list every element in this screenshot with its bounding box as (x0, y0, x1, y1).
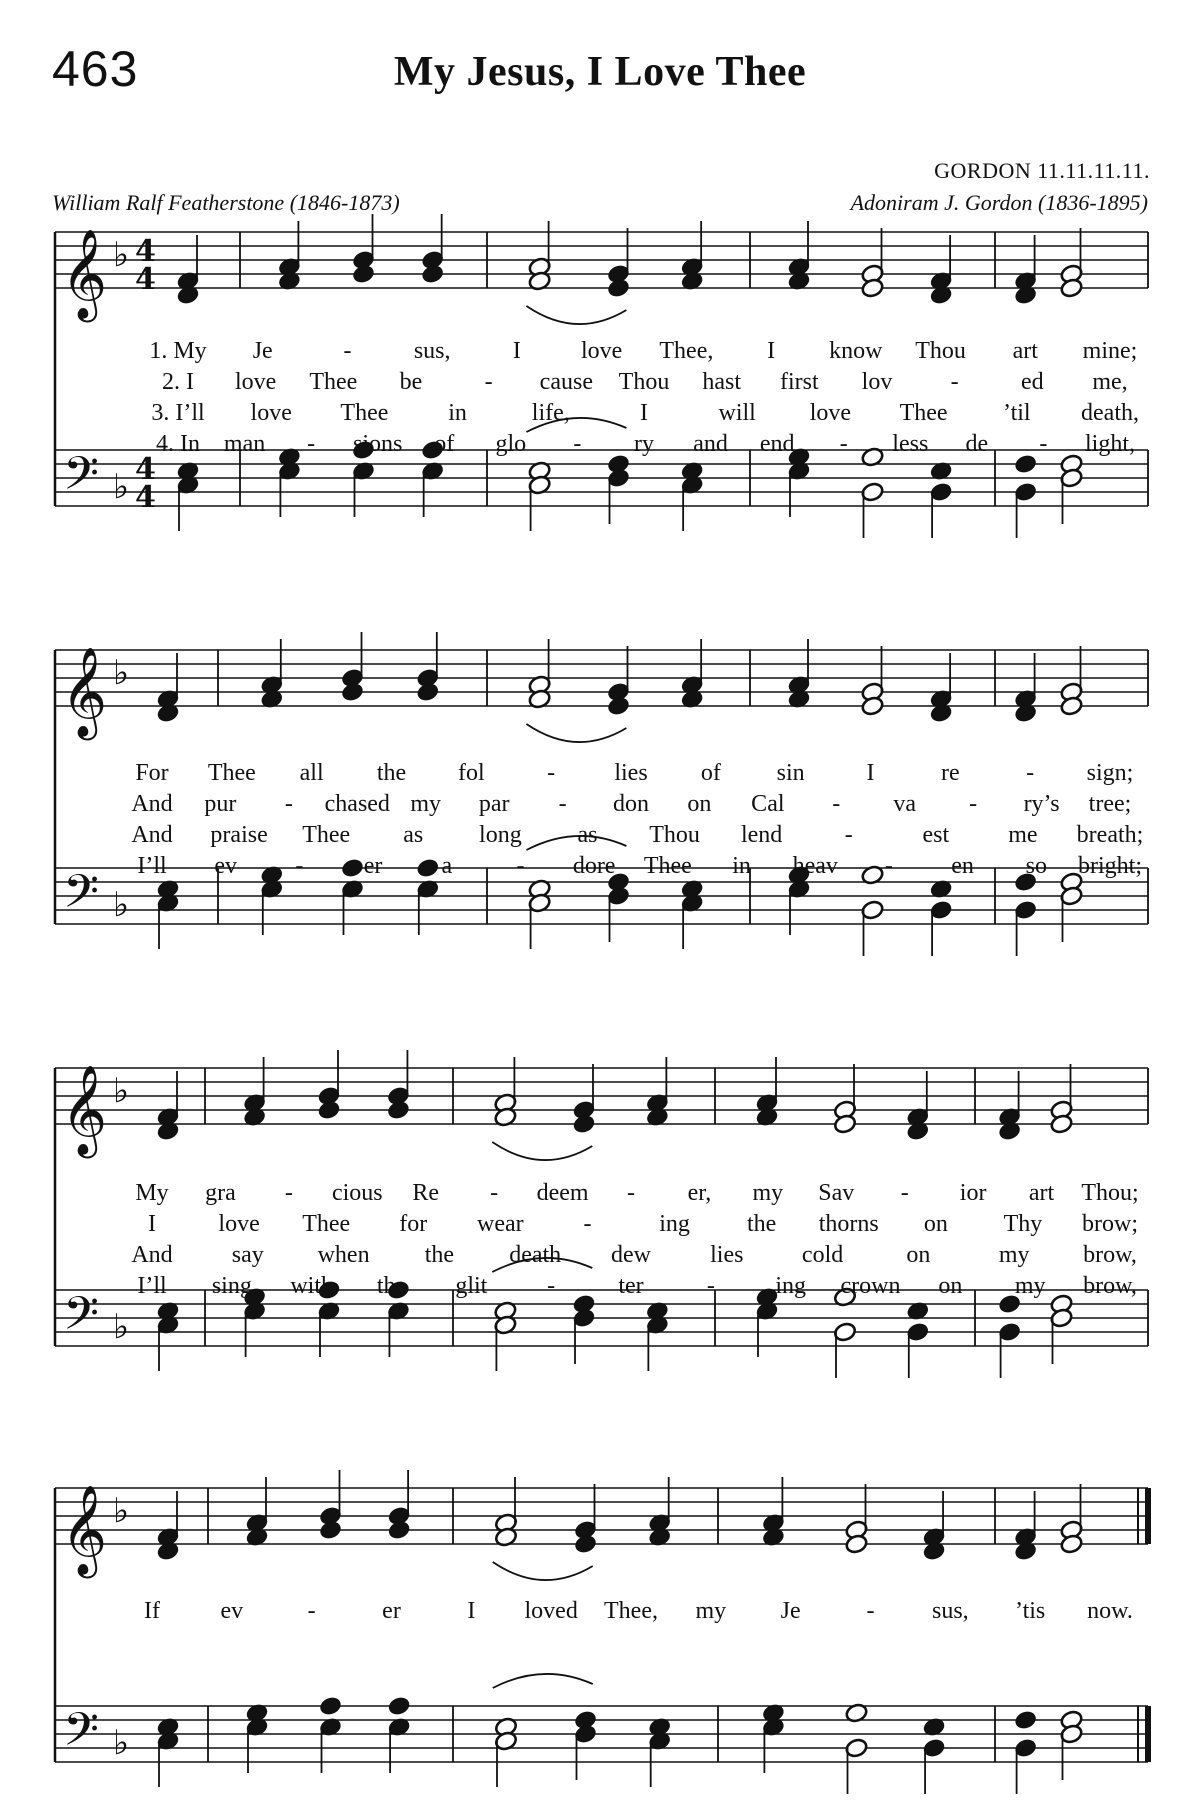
lyric-syllable: - (284, 791, 293, 817)
lyric-syllable: a (441, 853, 453, 879)
lyric-syllable: - (516, 853, 525, 879)
lyric-syllable: - (969, 791, 978, 817)
lyric-syllable: me, (1092, 369, 1128, 395)
lyric-syllable: ry (634, 431, 654, 457)
lyric-syllable: love (218, 1211, 260, 1237)
lyric-syllable: er (363, 853, 383, 879)
lyric-syllable: ing (659, 1211, 690, 1237)
lyric-syllable: long (479, 822, 522, 848)
lyric-syllable: as (577, 822, 598, 848)
lyric-syllable: bright; (1078, 853, 1142, 879)
lyric-syllable: re (941, 760, 960, 786)
lyric-syllable: in (448, 400, 467, 426)
note-head (387, 1519, 411, 1540)
music-credit: Adoniram J. Gordon (1836-1895) (850, 190, 1148, 215)
slur (492, 1142, 592, 1160)
lyric-syllable: the (424, 1242, 455, 1268)
lyric-syllable: me (1008, 822, 1038, 848)
lyric-syllable: - (1026, 760, 1035, 786)
slur (526, 306, 626, 324)
note-head (340, 681, 364, 702)
lyric-syllable: ior (959, 1180, 987, 1206)
lyric-syllable: 1. My (149, 338, 207, 364)
lyric-syllable: Thee (207, 760, 256, 786)
lyric-syllable: cause (539, 369, 593, 395)
lyric-syllable: va (893, 791, 917, 817)
lyric-syllable: cious (331, 1180, 383, 1206)
lyric-syllable: chased (324, 791, 390, 817)
flat-icon: ♭ (113, 235, 130, 275)
lyric-syllable: Thy (1003, 1211, 1043, 1237)
lyric-syllable: I (512, 338, 521, 364)
time-signature: 4 (135, 480, 156, 515)
lyric-syllable: 2. I (162, 369, 194, 395)
lyric-syllable: - (1039, 431, 1048, 457)
lyric-syllable: and (693, 431, 728, 457)
lyric-syllable: 4. In (156, 431, 200, 457)
note-head (1014, 453, 1038, 474)
lyric-syllable: Thee (302, 1211, 351, 1237)
lyric-syllable: Je (252, 338, 273, 364)
lyric-syllable: - (573, 431, 582, 457)
lyric-syllable: - (900, 1180, 909, 1206)
lyric-syllable: - (583, 1211, 592, 1237)
lyric-syllable: glo (495, 431, 527, 457)
lyric-syllable: Sav (818, 1180, 855, 1206)
lyric-syllable: love (809, 400, 852, 426)
lyric-syllable: ev (214, 853, 238, 879)
lyric-syllable: wear (477, 1211, 524, 1237)
lyric-syllable: par (478, 791, 510, 817)
note-head (573, 1533, 597, 1554)
lyric-syllable: less (892, 431, 929, 457)
lyric-syllable: I (467, 1598, 476, 1624)
lyric-syllable: est (922, 822, 950, 848)
lyric-syllable: my (695, 1598, 727, 1624)
note-head (421, 263, 445, 284)
time-signature: 4 (135, 262, 156, 297)
lyric-syllable: Re (412, 1180, 440, 1206)
lyric-syllable: light, (1084, 431, 1136, 457)
lyric-syllable: er, (687, 1180, 712, 1206)
lyric-syllable: Thee (340, 400, 389, 426)
lyric-syllable: - (884, 853, 893, 879)
lyric-syllable: - (627, 1180, 635, 1206)
words-credit: William Ralf Featherstone (1846-1873) (52, 190, 400, 215)
lyric-syllable: I’ll (137, 853, 167, 879)
lyric-syllable: lies (614, 760, 648, 786)
slur (493, 1674, 593, 1688)
lyric-syllable: lov (861, 369, 893, 395)
lyric-syllable: gra (205, 1180, 236, 1206)
lyric-syllable: don (613, 791, 649, 817)
lyric-syllable: sus, (413, 338, 451, 364)
lyric-syllable: brow, (1083, 1242, 1137, 1268)
lyric-syllable: For (135, 760, 169, 786)
time-signature: 4 (135, 234, 156, 269)
lyric-syllable: hast (702, 369, 741, 395)
flat-icon: ♭ (113, 653, 130, 693)
lyric-syllable: my (410, 791, 442, 817)
lyric-syllable: - (343, 338, 352, 364)
lyric-syllable: sign; (1086, 760, 1134, 786)
lyric-syllable: And (131, 791, 173, 817)
lyric-syllable: in (732, 853, 751, 879)
note-head (606, 277, 630, 298)
lyric-syllable: ry’s (1023, 791, 1060, 817)
lyric-syllable: so (1025, 853, 1047, 879)
treble-clef-icon: 𝄞 (61, 1485, 108, 1575)
lyric-syllable: for (399, 1211, 428, 1237)
lyric-syllable: Thou (649, 822, 700, 848)
lyric-syllable: - (490, 1180, 499, 1206)
lyric-syllable: on (687, 791, 712, 817)
lyric-syllable: Thee (302, 822, 351, 848)
note-head (606, 695, 630, 716)
lyric-syllable: - (284, 1180, 293, 1206)
lyric-syllable: And (131, 822, 173, 848)
flat-icon: ♭ (113, 1723, 130, 1763)
lyric-syllable: all (299, 760, 324, 786)
lyric-syllable: man (223, 431, 266, 457)
lyric-syllable: of (434, 431, 455, 457)
note-head (386, 1099, 410, 1120)
lyric-syllable: en (951, 853, 974, 879)
lyric-syllable: heav (792, 853, 838, 879)
bass-clef-icon: 𝄢 (63, 447, 100, 512)
note-head (318, 1695, 342, 1716)
lyric-syllable: - (706, 1273, 715, 1299)
lyric-syllable: er (382, 1598, 401, 1624)
lyric-syllable: dew (611, 1242, 651, 1268)
slur (526, 724, 626, 742)
lyric-syllable: art (1028, 1180, 1055, 1206)
lyric-syllable: love (580, 338, 623, 364)
bass-clef-icon: 𝄢 (63, 865, 100, 930)
lyric-syllable: I (640, 400, 648, 426)
bass-clef-icon: 𝄢 (63, 1703, 100, 1768)
lyric-syllable: deem (536, 1180, 589, 1206)
flat-icon: ♭ (113, 1491, 130, 1531)
lyric-syllable: loved (524, 1598, 578, 1624)
lyric-syllable: fol (457, 760, 485, 786)
lyric-syllable: - (866, 1598, 875, 1624)
lyric-syllable: de (965, 431, 989, 457)
time-signature: 4 (135, 452, 156, 487)
lyric-syllable: my (752, 1180, 784, 1206)
lyric-syllable: be (399, 369, 423, 395)
lyric-syllable: end (759, 431, 795, 457)
lyric-syllable: ing (775, 1273, 806, 1299)
lyric-syllable: breath; (1076, 822, 1144, 848)
lyric-syllable: Thee (309, 369, 358, 395)
lyric-syllable: 3. I’ll (151, 400, 205, 426)
lyric-syllable: ed (1021, 369, 1044, 395)
tune-name: GORDON 11.11.11.11. (934, 158, 1150, 183)
lyric-syllable: crown (840, 1273, 901, 1299)
bass-clef-icon: 𝄢 (63, 1287, 100, 1352)
lyric-syllable: Je (780, 1598, 801, 1624)
note-head (317, 1099, 341, 1120)
lyric-syllable: Cal (751, 791, 785, 817)
lyric-syllable: - (307, 1598, 316, 1624)
lyric-syllable: sions (353, 431, 403, 457)
lyric-syllable: tree; (1088, 791, 1132, 817)
lyric-syllable: know (829, 338, 883, 364)
lyric-syllable: Thee, (659, 338, 714, 364)
lyric-syllable: on (906, 1242, 931, 1268)
lyric-syllable: And (131, 1242, 173, 1268)
note-head (387, 1695, 411, 1716)
lyric-syllable: - (547, 760, 556, 786)
lyric-syllable: - (547, 1273, 556, 1299)
lyric-syllable: sing (211, 1273, 252, 1299)
treble-clef-icon: 𝄞 (61, 229, 108, 319)
lyric-syllable: love (250, 400, 292, 426)
note-head (416, 681, 440, 702)
lyric-syllable: sin (776, 760, 805, 786)
lyric-syllable: now. (1087, 1598, 1133, 1624)
lyric-syllable: death (509, 1242, 562, 1268)
treble-clef-icon: 𝄞 (61, 647, 108, 737)
lyric-syllable: - (484, 369, 493, 395)
lyric-syllable: lend (740, 822, 783, 848)
note-head (572, 1113, 596, 1134)
hymn-number: 463 (52, 41, 139, 97)
lyric-syllable: I (148, 1211, 156, 1237)
lyric-syllable: - (832, 791, 841, 817)
lyric-syllable: the (376, 760, 407, 786)
lyric-syllable: as (403, 822, 424, 848)
lyric-syllable: Thou; (1081, 1180, 1139, 1206)
lyric-syllable: brow, (1083, 1273, 1137, 1299)
lyric-syllable: say (231, 1242, 264, 1268)
lyric-syllable: Thee (899, 400, 948, 426)
lyric-syllable: of (700, 760, 721, 786)
note-head (1014, 1709, 1038, 1730)
flat-icon: ♭ (113, 1071, 130, 1111)
flat-icon: ♭ (113, 885, 130, 925)
lyric-syllable: mine; (1082, 338, 1138, 364)
lyric-syllable: brow; (1082, 1211, 1138, 1237)
lyric-syllable: - (839, 431, 848, 457)
lyric-syllable: - (558, 791, 567, 817)
lyric-syllable: ’til (1003, 400, 1031, 426)
lyric-syllable: will (718, 400, 756, 426)
lyric-syllable: Thee, (604, 1598, 658, 1624)
lyric-syllable: first (779, 369, 819, 395)
note-head (340, 857, 364, 878)
lyric-syllable: praise (210, 822, 268, 848)
note-head (351, 263, 375, 284)
lyric-syllable: If (144, 1598, 160, 1624)
lyric-syllable: - (844, 822, 853, 848)
lyric-syllable: my (1014, 1273, 1046, 1299)
lyric-syllable: art (1012, 338, 1038, 364)
lyric-syllable: life, (531, 400, 570, 426)
lyric-syllable: lies (710, 1242, 744, 1268)
lyric-syllable: sus, (931, 1598, 969, 1624)
flat-icon: ♭ (113, 467, 130, 507)
lyric-syllable: ev (220, 1598, 244, 1624)
lyric-syllable: ter (618, 1273, 644, 1299)
lyric-syllable: the (746, 1211, 777, 1237)
lyric-syllable: cold (801, 1242, 844, 1268)
lyric-syllable: dore (572, 853, 616, 879)
lyric-syllable: ’tis (1015, 1598, 1046, 1624)
lyric-syllable: death, (1081, 400, 1139, 426)
lyric-syllable: on (923, 1211, 948, 1237)
note-head (416, 857, 440, 878)
hymn-title: My Jesus, I Love Thee (393, 49, 807, 95)
slur (493, 1562, 593, 1580)
lyric-syllable: with (290, 1273, 333, 1299)
lyric-syllable: the (376, 1273, 407, 1299)
lyric-syllable: glit (455, 1273, 488, 1299)
lyric-syllable: I (866, 760, 875, 786)
slur (526, 836, 626, 850)
lyric-syllable: on (938, 1273, 963, 1299)
lyric-syllable: - (950, 369, 959, 395)
lyric-syllable: I’ll (137, 1273, 167, 1299)
lyric-syllable: Thou (915, 338, 966, 364)
lyric-syllable: Thee (643, 853, 692, 879)
note-head (318, 1519, 342, 1540)
lyric-syllable: love (234, 369, 277, 395)
lyric-syllable: - (307, 431, 316, 457)
lyric-syllable: I (767, 338, 776, 364)
lyric-syllable: - (295, 853, 304, 879)
lyric-syllable: My (135, 1180, 169, 1206)
lyric-syllable: pur (204, 791, 237, 817)
lyric-syllable: when (317, 1242, 370, 1268)
lyric-syllable: thorns (818, 1211, 879, 1237)
lyric-syllable: my (998, 1242, 1030, 1268)
treble-clef-icon: 𝄞 (61, 1065, 108, 1155)
flat-icon: ♭ (113, 1307, 130, 1347)
lyric-syllable: Thou (618, 369, 670, 395)
